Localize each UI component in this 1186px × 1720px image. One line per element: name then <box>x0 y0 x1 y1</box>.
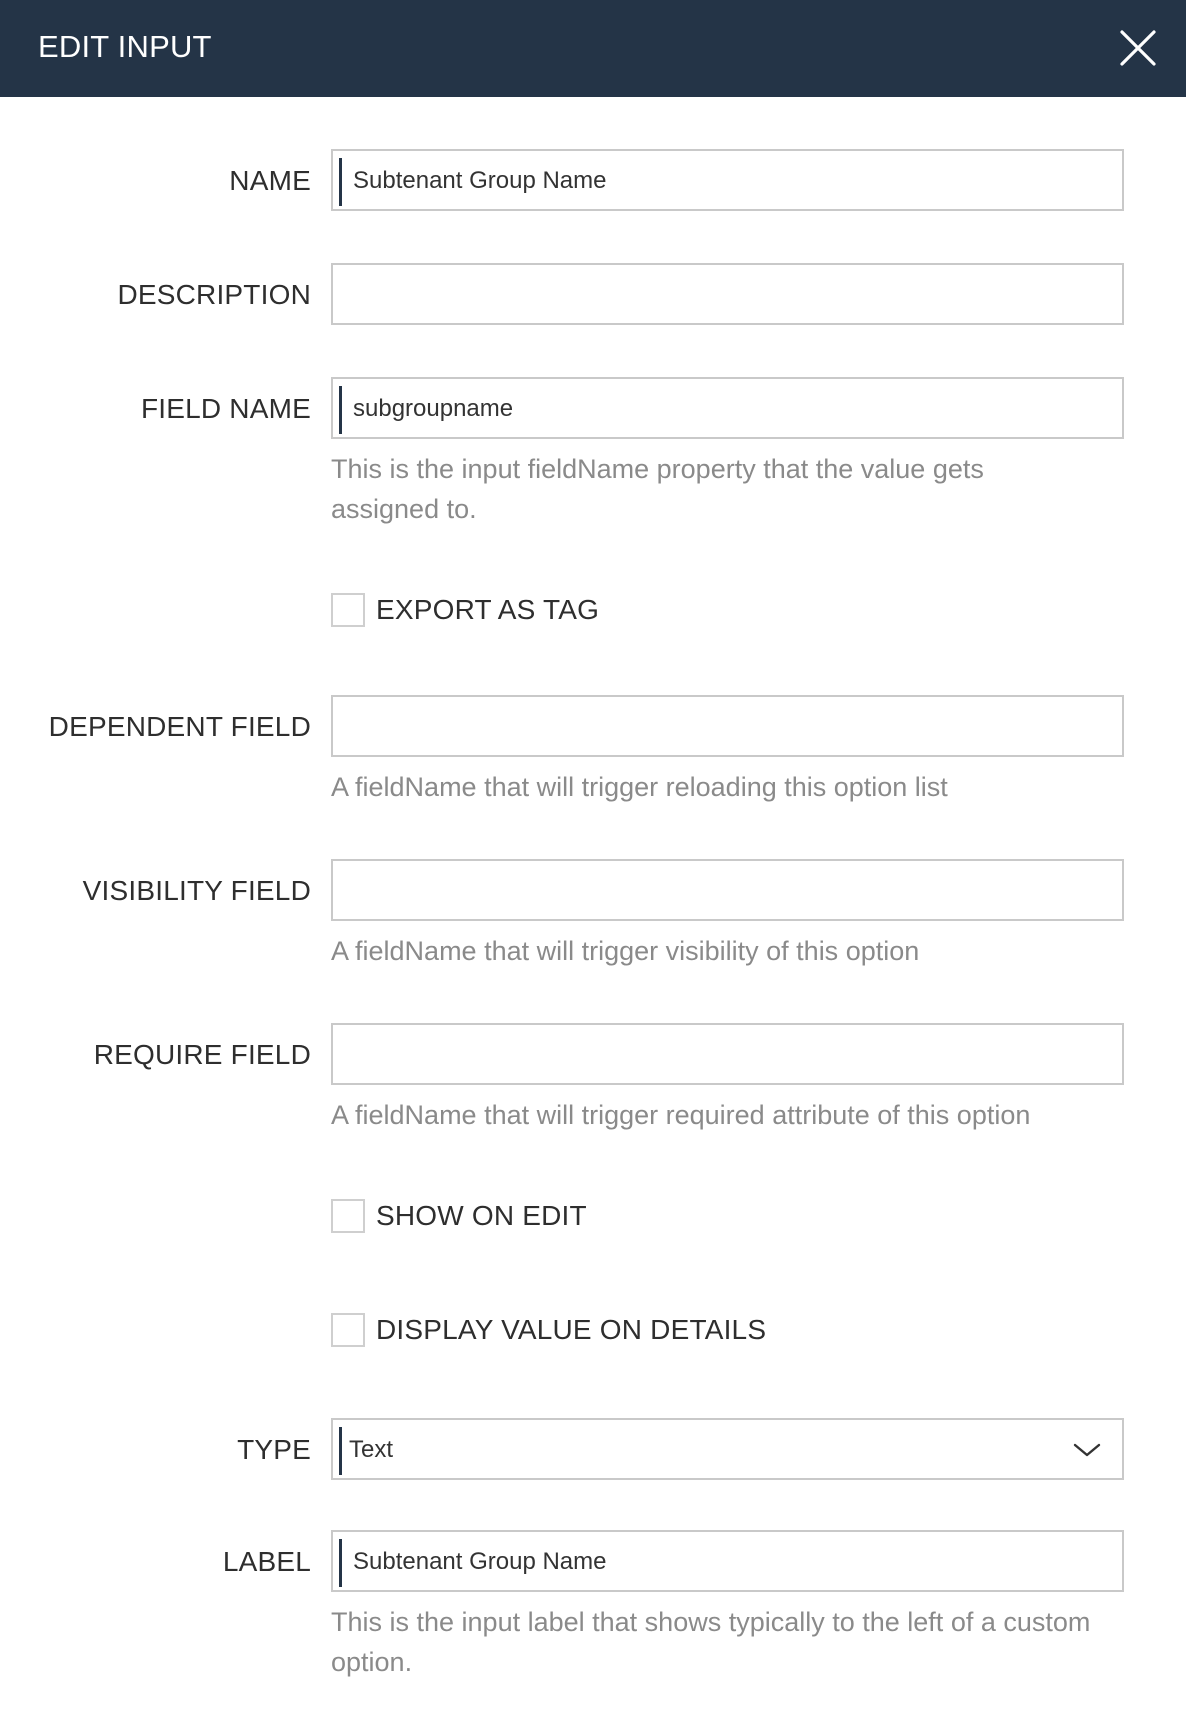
export-as-tag-checkbox[interactable] <box>331 593 365 627</box>
description-input[interactable] <box>331 263 1124 325</box>
dependent-field-label: DEPENDENT FIELD <box>48 711 311 742</box>
name-value: Subtenant Group Name <box>353 167 607 194</box>
field-name-input[interactable] <box>331 377 1124 439</box>
chevron-down-icon <box>1072 1438 1102 1462</box>
show-on-edit-checkbox[interactable] <box>331 1199 365 1233</box>
visibility-field-input[interactable] <box>331 859 1124 921</box>
show-on-edit-label: SHOW ON EDIT <box>376 1200 587 1231</box>
close-button[interactable] <box>1116 26 1160 70</box>
visibility-field-label: VISIBILITY FIELD <box>82 875 311 906</box>
require-field-label: REQUIRE FIELD <box>93 1039 311 1070</box>
close-icon <box>1116 26 1160 70</box>
text-cursor <box>339 158 342 206</box>
label-value: Subtenant Group Name <box>353 1548 607 1575</box>
display-value-on-details-label: DISPLAY VALUE ON DETAILS <box>376 1314 767 1345</box>
name-label: NAME <box>229 165 311 196</box>
focus-indicator <box>339 1427 342 1475</box>
modal-header <box>0 0 1186 97</box>
text-cursor <box>339 1539 342 1587</box>
type-select[interactable] <box>331 1418 1124 1480</box>
label-label: LABEL <box>222 1546 311 1577</box>
label-input[interactable] <box>331 1530 1124 1592</box>
type-selected-value: Text <box>349 1436 394 1463</box>
modal-title: EDIT INPUT <box>38 29 212 64</box>
require-field-help: A fieldName that will trigger required attribute of this option <box>331 1100 1031 1130</box>
dependent-field-input[interactable] <box>331 695 1124 757</box>
display-value-on-details-checkbox[interactable] <box>331 1313 365 1347</box>
require-field-input[interactable] <box>331 1023 1124 1085</box>
text-cursor <box>339 386 342 434</box>
field-name-label: FIELD NAME <box>140 393 311 424</box>
visibility-field-help: A fieldName that will trigger visibility of this option <box>331 936 920 966</box>
description-label: DESCRIPTION <box>117 279 311 310</box>
label-help: This is the input label that shows typically to the left of a custom option. <box>331 1607 1091 1677</box>
export-as-tag-label: EXPORT AS TAG <box>376 594 600 625</box>
field-name-value: subgroupname <box>353 395 514 422</box>
dependent-field-help: A fieldName that will trigger reloading this option list <box>331 772 948 802</box>
type-label: TYPE <box>237 1434 311 1465</box>
name-input[interactable] <box>331 149 1124 211</box>
field-name-help: This is the input fieldName property that the value gets assigned to. <box>331 454 984 524</box>
